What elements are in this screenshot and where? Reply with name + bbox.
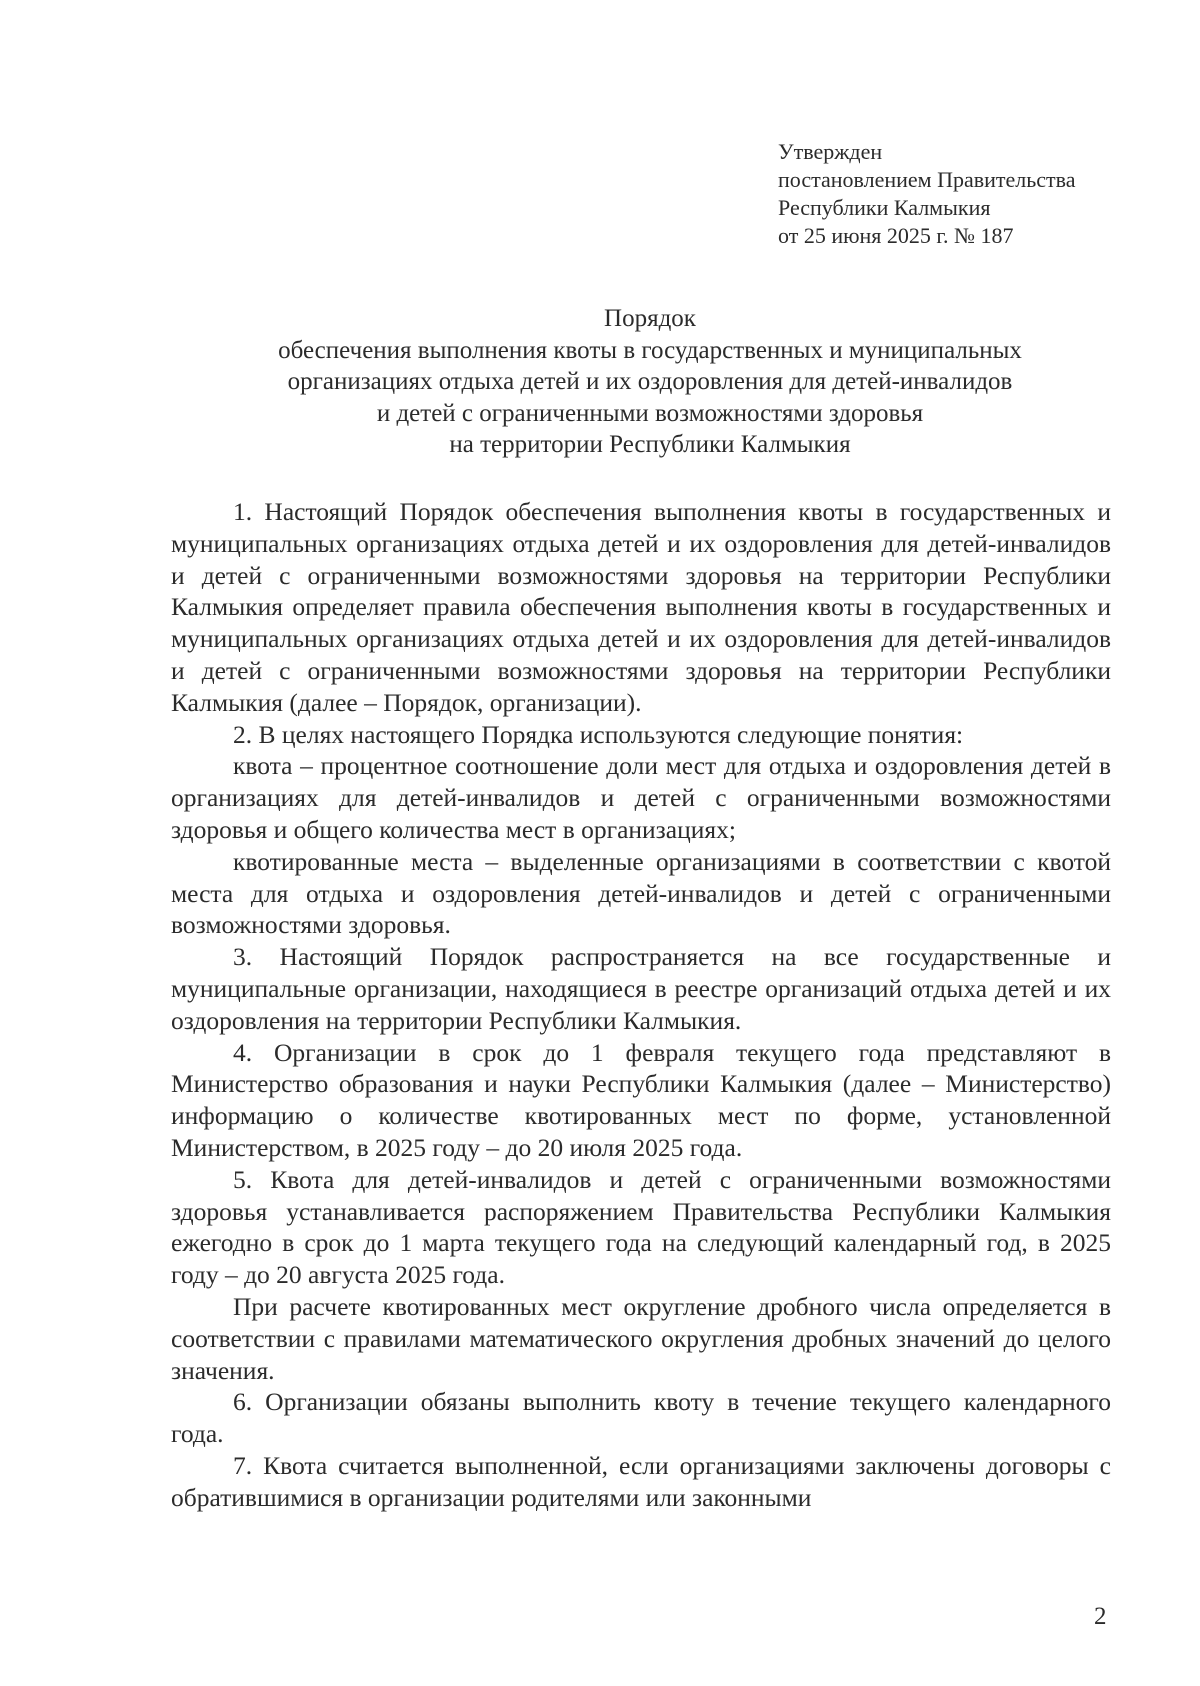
paragraph: При расчете квотированных мест округление дробного числа определяется в соответствии с правилами математического округления дробных значений до целого значения. (171, 1291, 1111, 1385)
paragraph: 4. Организации в срок до 1 февраля текущего года представляют в Министерство образования и науки Республики Калмыкия (далее – Министерство) информацию о количестве квотированных мест по форме, установленной Министерством, в 2025 году – до 20 июля 2025 года. (171, 1037, 1111, 1162)
title-line: организациях отдыха детей и их оздоровления для детей-инвалидов (287, 368, 1013, 395)
title-line: обеспечения выполнения квоты в государственных и муниципальных (278, 336, 1022, 364)
paragraph: 2. В целях настоящего Порядка используются следующие понятия: (233, 719, 964, 749)
paragraph: квота – процентное соотношение доли мест для отдыха и оздоровления детей в организациях для детей-инвалидов и детей с ограниченными возможностями здоровья и общего количества мест в организациях; (171, 751, 1111, 844)
approval-line: Утвержден (778, 139, 883, 164)
paragraph: квотированные места – выделенные организациями в соответствии с квотой места для отдыха и оздоровления детей-инвалидов и детей с ограниченными возможностями здоровья. (171, 846, 1111, 940)
title-line: и детей с ограниченными возможностями здоровья (376, 399, 924, 427)
paragraph: 5. Квота для детей-инвалидов и детей с ограниченными возможностями здоровья устанавливается распоряжением Правительства Республики Калмыкия ежегодно в срок до 1 марта текущего года на следующий календарный год, в 2025 году – до 20 августа 2025 года. (171, 1164, 1111, 1290)
paragraph: 7. Квота считается выполненной, если организациями заключены договоры с обратившимися в организации родителями или законными (171, 1450, 1111, 1512)
paragraph: 6. Организации обязаны выполнить квоту в течение текущего календарного года. (171, 1387, 1111, 1449)
page-number: 2 (1094, 1603, 1107, 1630)
paragraph: 1. Настоящий Порядок обеспечения выполнения квоты в государственных и муниципальных организациях отдыха детей и их оздоровления для детей-инвалидов и детей с ограниченными возможностями здоровья на территории Республики Калмыкия определяет правила обеспечения выполнения квоты в государственных и муниципальных организациях отдыха детей и их оздоровления для детей-инвалидов и детей с ограниченными возможностями здоровья на территории Республики Калмыкия (далее – Порядок, организации). (171, 497, 1111, 717)
document-body (171, 496, 1111, 1514)
approval-line: постановлением Правительства (778, 167, 1076, 192)
title-line: на территории Республики Калмыкия (449, 431, 851, 458)
title-line: Порядок (604, 305, 696, 332)
approval-line: Республики Калмыкия (778, 195, 991, 220)
document-title (160, 303, 1140, 461)
approval-stamp (778, 138, 1076, 250)
approval-line: от 25 июня 2025 г. № 187 (778, 223, 1014, 248)
paragraph: 3. Настоящий Порядок распространяется на все государственные и муниципальные организации, находящиеся в реестре организаций отдыха детей и их оздоровления на территории Республики Калмыкия. (171, 942, 1111, 1035)
